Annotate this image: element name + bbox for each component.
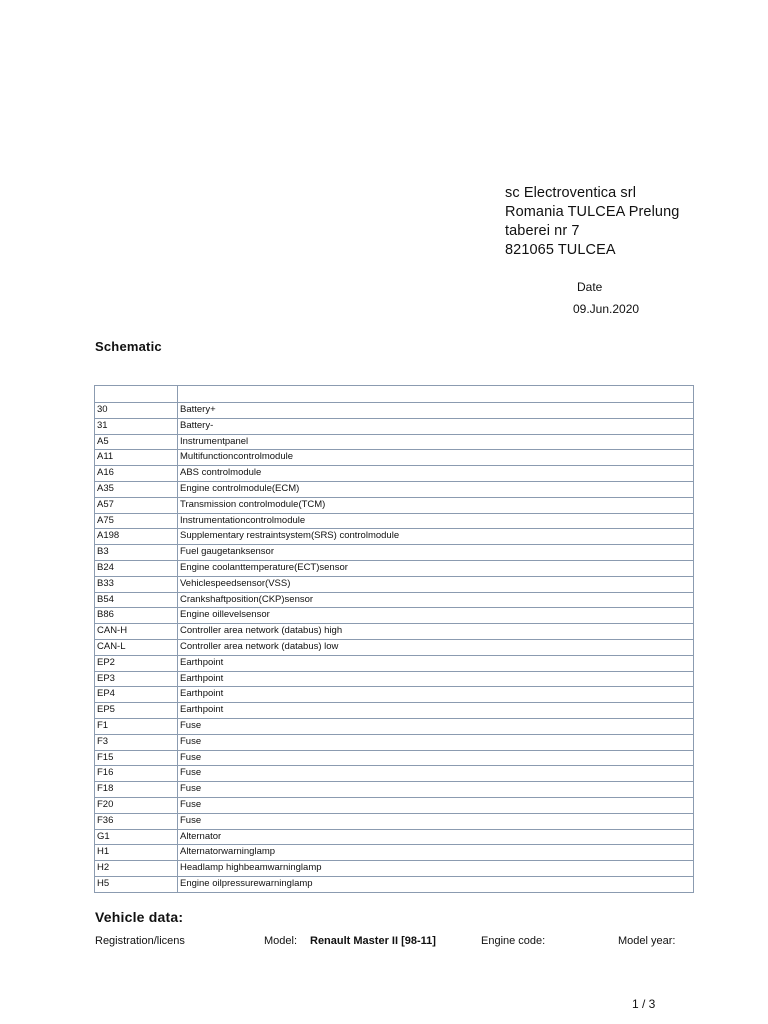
component-code-cell: 31 bbox=[95, 418, 178, 434]
table-row bbox=[95, 608, 694, 624]
table-row bbox=[95, 703, 694, 719]
table-row bbox=[95, 624, 694, 640]
page-number: 1 / 3 bbox=[632, 997, 656, 1011]
table-row bbox=[95, 418, 694, 434]
component-description-cell: Fuse bbox=[178, 813, 694, 829]
table-row bbox=[95, 545, 694, 561]
component-description-cell: Transmission controlmodule(TCM) bbox=[178, 497, 694, 513]
header-cell-description bbox=[178, 386, 694, 403]
component-code-cell: F3 bbox=[95, 734, 178, 750]
component-description-cell: Earthpoint bbox=[178, 655, 694, 671]
component-description-cell: Earthpoint bbox=[178, 671, 694, 687]
component-code-cell: F16 bbox=[95, 766, 178, 782]
component-code-cell: A57 bbox=[95, 497, 178, 513]
component-description-cell: Controller area network (databus) low bbox=[178, 639, 694, 655]
component-code-cell: G1 bbox=[95, 829, 178, 845]
table-row bbox=[95, 829, 694, 845]
component-description-cell: Battery+ bbox=[178, 403, 694, 419]
table-row bbox=[95, 845, 694, 861]
table-row bbox=[95, 466, 694, 482]
component-code-cell: A75 bbox=[95, 513, 178, 529]
table-row bbox=[95, 529, 694, 545]
table-row bbox=[95, 560, 694, 576]
table-row bbox=[95, 687, 694, 703]
header-cell-code bbox=[95, 386, 178, 403]
model-label: Model: bbox=[264, 935, 298, 947]
component-code-cell: B54 bbox=[95, 592, 178, 608]
component-code-cell: CAN-H bbox=[95, 624, 178, 640]
component-description-cell: Crankshaftposition(CKP)sensor bbox=[178, 592, 694, 608]
component-code-cell: A16 bbox=[95, 466, 178, 482]
schematic-table-wrapper bbox=[94, 385, 693, 893]
component-description-cell: Supplementary restraintsystem(SRS) controlmodule bbox=[178, 529, 694, 545]
component-code-cell: A5 bbox=[95, 434, 178, 450]
component-code-cell: A35 bbox=[95, 481, 178, 497]
component-code-cell: EP2 bbox=[95, 655, 178, 671]
schematic-table bbox=[94, 385, 694, 893]
table-row bbox=[95, 766, 694, 782]
component-description-cell: Engine oillevelsensor bbox=[178, 608, 694, 624]
component-description-cell: Earthpoint bbox=[178, 687, 694, 703]
component-code-cell: B24 bbox=[95, 560, 178, 576]
table-row bbox=[95, 734, 694, 750]
component-code-cell: CAN-L bbox=[95, 639, 178, 655]
component-code-cell: H1 bbox=[95, 845, 178, 861]
component-description-cell: Fuse bbox=[178, 797, 694, 813]
table-row bbox=[95, 481, 694, 497]
component-description-cell: Alternatorwarninglamp bbox=[178, 845, 694, 861]
component-description-cell: Fuse bbox=[178, 718, 694, 734]
component-code-cell: EP3 bbox=[95, 671, 178, 687]
component-code-cell: H5 bbox=[95, 876, 178, 892]
component-description-cell: Instrumentationcontrolmodule bbox=[178, 513, 694, 529]
component-description-cell: Earthpoint bbox=[178, 703, 694, 719]
date-value: 09.Jun.2020 bbox=[573, 302, 640, 316]
table-row bbox=[95, 403, 694, 419]
component-description-cell: ABS controlmodule bbox=[178, 466, 694, 482]
component-code-cell: F20 bbox=[95, 797, 178, 813]
component-code-cell: EP5 bbox=[95, 703, 178, 719]
component-description-cell: Engine controlmodule(ECM) bbox=[178, 481, 694, 497]
component-description-cell: Headlamp highbeamwarninglamp bbox=[178, 861, 694, 877]
component-code-cell: B33 bbox=[95, 576, 178, 592]
component-description-cell: Alternator bbox=[178, 829, 694, 845]
component-description-cell: Multifunctioncontrolmodule bbox=[178, 450, 694, 466]
address-line-4: 821065 TULCEA bbox=[505, 242, 616, 258]
table-row bbox=[95, 718, 694, 734]
schematic-title: Schematic bbox=[95, 339, 162, 354]
component-description-cell: Instrumentpanel bbox=[178, 434, 694, 450]
component-description-cell: Fuse bbox=[178, 750, 694, 766]
address-line-1: sc Electroventica srl bbox=[505, 185, 637, 201]
registration-label: Registration/licens bbox=[95, 935, 185, 947]
table-header-row bbox=[95, 386, 694, 403]
table-row bbox=[95, 876, 694, 892]
table-row bbox=[95, 750, 694, 766]
address-line-3: taberei nr 7 bbox=[505, 223, 580, 239]
component-description-cell: Vehiclespeedsensor(VSS) bbox=[178, 576, 694, 592]
component-code-cell: F18 bbox=[95, 782, 178, 798]
table-row bbox=[95, 497, 694, 513]
address-line-2: Romania TULCEA Prelung bbox=[505, 204, 680, 220]
table-row bbox=[95, 671, 694, 687]
component-description-cell: Fuse bbox=[178, 734, 694, 750]
table-row bbox=[95, 861, 694, 877]
table-row bbox=[95, 576, 694, 592]
company-address bbox=[505, 184, 679, 260]
component-code-cell: B86 bbox=[95, 608, 178, 624]
table-row bbox=[95, 655, 694, 671]
component-description-cell: Battery- bbox=[178, 418, 694, 434]
vehicle-data-title: Vehicle data: bbox=[95, 909, 184, 925]
table-row bbox=[95, 782, 694, 798]
component-description-cell: Engine coolanttemperature(ECT)sensor bbox=[178, 560, 694, 576]
table-row bbox=[95, 797, 694, 813]
component-code-cell: A198 bbox=[95, 529, 178, 545]
component-code-cell: B3 bbox=[95, 545, 178, 561]
component-code-cell: H2 bbox=[95, 861, 178, 877]
table-row bbox=[95, 592, 694, 608]
table-row bbox=[95, 639, 694, 655]
component-code-cell: A11 bbox=[95, 450, 178, 466]
component-description-cell: Controller area network (databus) high bbox=[178, 624, 694, 640]
component-code-cell: F36 bbox=[95, 813, 178, 829]
engine-code-label: Engine code: bbox=[481, 935, 546, 947]
table-row bbox=[95, 434, 694, 450]
vehicle-data-row bbox=[95, 935, 695, 951]
table-row bbox=[95, 813, 694, 829]
component-description-cell: Fuel gaugetanksensor bbox=[178, 545, 694, 561]
table-row bbox=[95, 450, 694, 466]
component-code-cell: EP4 bbox=[95, 687, 178, 703]
component-description-cell: Engine oilpressurewarninglamp bbox=[178, 876, 694, 892]
component-code-cell: F1 bbox=[95, 718, 178, 734]
table-row bbox=[95, 513, 694, 529]
date-label: Date bbox=[577, 280, 603, 294]
component-code-cell: F15 bbox=[95, 750, 178, 766]
component-description-cell: Fuse bbox=[178, 766, 694, 782]
component-description-cell: Fuse bbox=[178, 782, 694, 798]
model-year-label: Model year: bbox=[618, 935, 676, 947]
model-value: Renault Master II [98-11] bbox=[310, 935, 436, 947]
component-code-cell: 30 bbox=[95, 403, 178, 419]
